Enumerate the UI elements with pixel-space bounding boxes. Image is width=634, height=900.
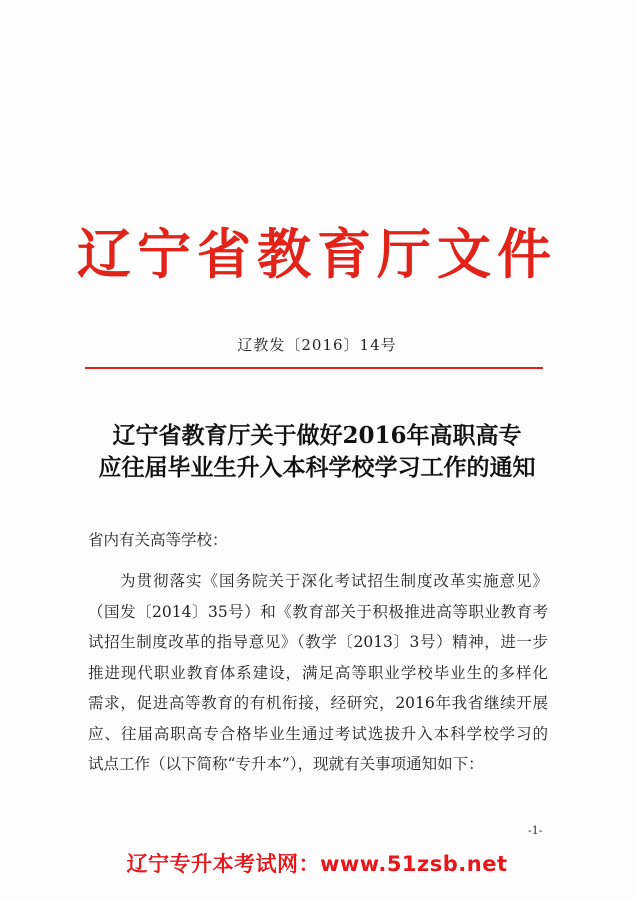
- document-number: 辽教发〔2016〕14号: [237, 336, 397, 354]
- notice-body: [88, 566, 548, 780]
- header-divider: [85, 367, 543, 369]
- body-line: 为贯彻落实《国务院关于深化考试招生制度改革实施意见》: [120, 572, 548, 590]
- body-line: 需求，促进高等教育的有机衔接，经研究，2016年我省继续开展: [88, 694, 548, 712]
- notice-title: [0, 420, 634, 484]
- body-line: （国发〔2014〕35号）和《教育部关于积极推进高等职业教育考: [88, 602, 548, 621]
- body-line: 试点工作（以下简称“专升本”），现就有关事项通知如下：: [88, 755, 484, 773]
- website-watermark: 辽宁专升本考试网：www.51zsb.net: [126, 852, 508, 876]
- body-line: 应、往届高职高专合格毕业生通过考试选拔升入本科学校学习的: [88, 724, 548, 743]
- body-line: 推进现代职业教育体系建设，满足高等职业学校毕业生的多样化: [88, 663, 548, 682]
- body-line: 试招生制度改革的指导意见》（教学〔2013〕3号）精神，进一步: [88, 633, 548, 651]
- salutation: 省内有关高等学校：: [88, 531, 228, 549]
- document-header-title: 辽宁省教育厅文件: [77, 222, 557, 286]
- notice-title-line-2: 应往届毕业生升入本科学校学习工作的通知: [98, 454, 536, 481]
- notice-title-line-1: 辽宁省教育厅关于做好2016年高职高专: [112, 422, 522, 449]
- page-number: -1-: [528, 824, 543, 837]
